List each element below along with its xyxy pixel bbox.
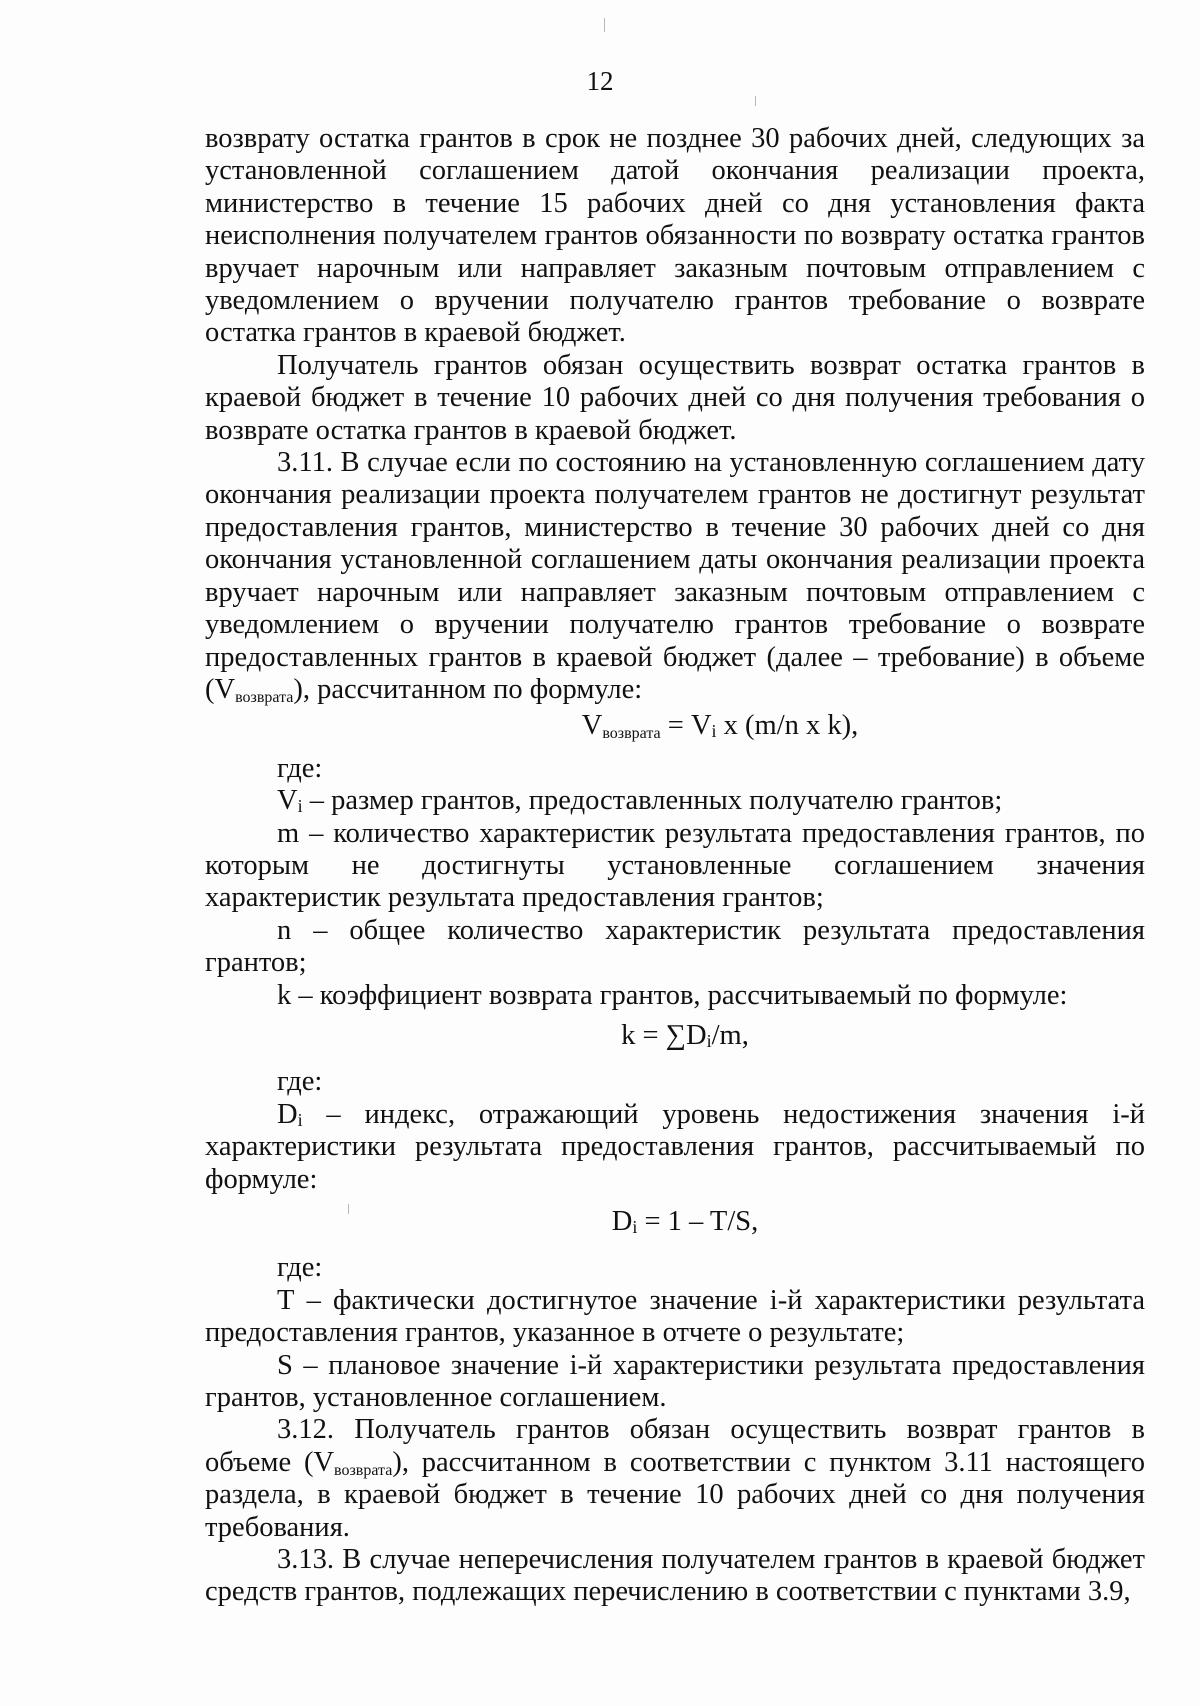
scan-mark-right xyxy=(755,96,756,106)
where-label-3: где: xyxy=(277,1252,323,1284)
definition-di: $D_i$ – индекс, отражающий уровень недостижения значения i-й характеристики результата предоставления грантов, рассчитываемый по формуле: xyxy=(205,1098,1145,1195)
definition-s: S – плановое значение i-й характеристики результата предоставления грантов, установленное соглашением. xyxy=(205,1349,1145,1414)
document-body xyxy=(205,123,1145,1609)
paragraph-3-12: 3.12. Получатель грантов обязан осуществить возврат грантов в объеме $(V_{возврата})$, рассчитанном в соответствии с пунктом 3.11 настоящего раздела, в краевой бюджет в течение 10 рабочих дней со дня получения требования. xyxy=(205,1414,1145,1543)
formula-vi-subscript: i xyxy=(711,721,717,742)
subscript-vozvrata: возврата xyxy=(235,688,294,706)
definition-k: k – коэффициент возврата грантов, рассчитываемый по формуле: xyxy=(277,979,1068,1011)
where-label-2: где: xyxy=(277,1066,323,1098)
definition-vi: $V_i$ – размер грантов, предоставленных получателю грантов; xyxy=(277,785,1003,817)
definition-t: Т – фактически достигнутое значение i-й характеристики результата предоставления грантов, указанное в отчете о результате; xyxy=(205,1284,1145,1349)
page-number: 12 xyxy=(586,66,614,96)
definition-n: n – общее количество характеристик результата предоставления грантов; xyxy=(205,914,1145,979)
formula-v-subscript: возврата xyxy=(602,725,661,743)
formula-di: $D_i = 1 - T/S$, xyxy=(611,1206,759,1237)
paragraph-obligation-to-return: Получатель грантов обязан осуществить возврат остатка грантов в краевой бюджет в течение 10 рабочих дней со дня получения требования о возврате остатка грантов в краевой бюджет. xyxy=(205,349,1145,446)
paragraph-3-11-text: 3.11. В случае если по состоянию на установленную соглашением дату окончания реализации проекта получателем грантов не достигнут результат предоставления грантов, министерство в течение 30 рабочих дней со дня окончания установленной соглашением даты окончания реализации проекта вручает нарочным или направляет заказным почтовым отправлением с уведомлением о вручении получателю грантов требование о возврате предоставленных грантов в краевой бюджет (далее – требование) в объеме (V xyxy=(205,447,1145,705)
where-label-1: где: xyxy=(277,752,323,784)
formula-k: $k = \sum D_i/m$, xyxy=(621,1019,749,1051)
paragraph-3-11 xyxy=(205,447,1145,706)
scan-mark-top xyxy=(604,18,605,32)
definition-m: m – количество характеристик результата предоставления грантов, по которым не достигнуты установленные соглашением значения характеристик результата предоставления грантов; xyxy=(205,817,1145,914)
paragraph-return-of-remainder: возврату остатка грантов в срок не позднее 30 рабочих дней, следующих за установленной соглашением датой окончания реализации проекта, министерство в течение 15 рабочих дней со дня установления факта неисполнения получателем грантов обязанности по возврату остатка грантов вручает нарочным или направляет заказным почтовым отправлением с уведомлением о вручении получателю грантов требование о возврате остатка грантов в краевой бюджет. xyxy=(205,123,1145,349)
formula-v-return: $V_{возврата} = V_i$ x (m/n x k), xyxy=(581,710,859,743)
paragraph-3-11-end: ), рассчитанном по формуле: xyxy=(293,673,643,705)
paragraph-3-13: 3.13. В случае неперечисления получателем грантов в краевой бюджет средств грантов, подлежащих перечислению в соответствии с пунктами 3.9, xyxy=(205,1544,1145,1608)
